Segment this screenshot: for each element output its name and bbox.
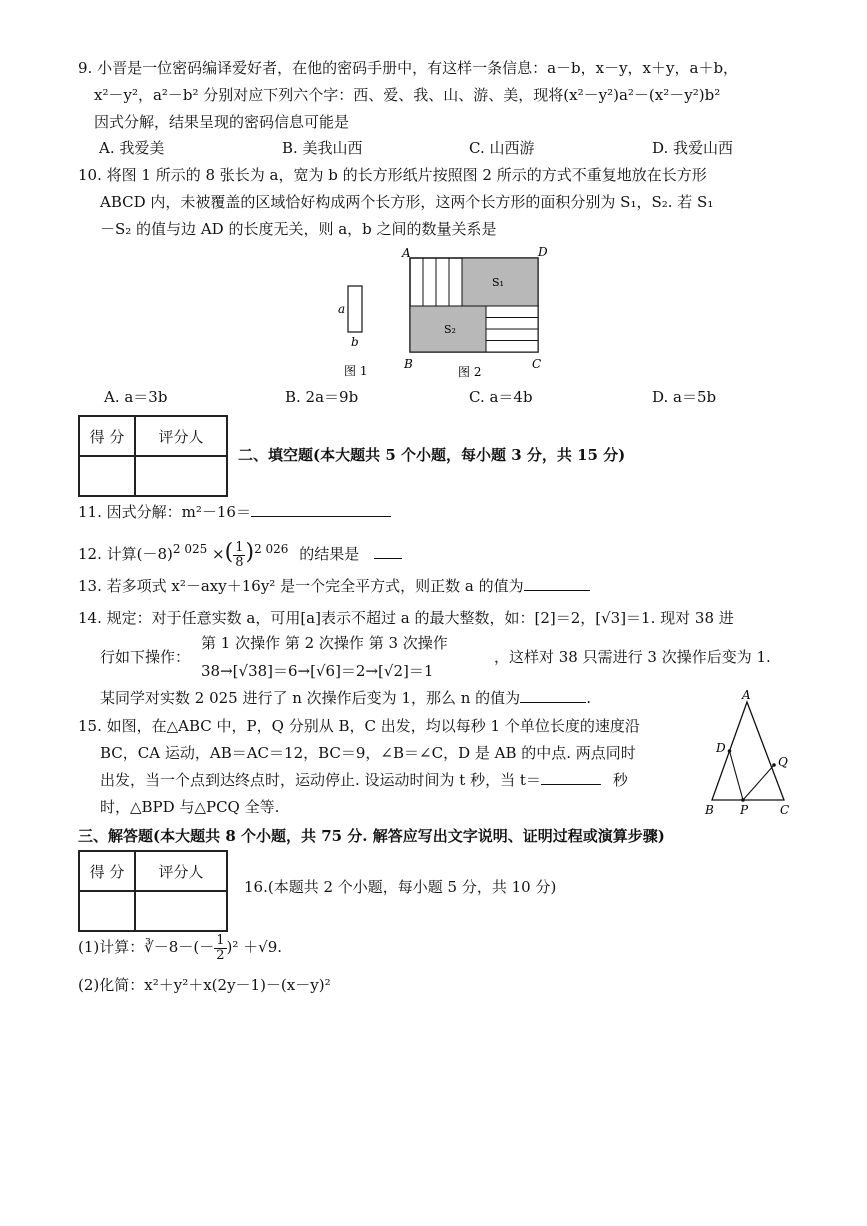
fig-label-a: A (742, 690, 751, 702)
fig-label-q: Q (778, 755, 788, 769)
q10-line3: －S₂ 的值与边 AD 的长度无关，则 a，b 之间的数量关系是 (100, 220, 497, 238)
q15-line3a: 出发，当一个点到达终点时，运动停止. 设运动时间为 t 秒，当 t＝ (100, 771, 541, 789)
q11-answer-blank[interactable] (251, 516, 391, 517)
fig1-label-b: b (351, 335, 359, 349)
q14-answer-blank[interactable] (520, 702, 586, 703)
q10-option-c: C. a＝4b (469, 388, 533, 406)
fig2-label-s2: S₂ (444, 323, 456, 336)
q9-option-c: C. 山西游 (469, 139, 535, 157)
score-label: 得 分 (79, 416, 135, 456)
q10-line2: ABCD 内，未被覆盖的区域恰好构成两个长方形，这两个长方形的面积分别为 S₁，S₂. 若 S₁ (100, 193, 714, 211)
fig2-label-a: A (402, 246, 411, 260)
q15-line4: 时，△BPD 与△PCQ 全等. (100, 798, 280, 816)
q16-p1-numerator: 1 (216, 932, 225, 948)
q14-ops-chain: 38→[√38]＝6→[√6]＝2→[√2]＝1 (201, 662, 434, 680)
q10-figure-2 (398, 244, 558, 384)
q9-line2: x²－y²，a²－b² 分别对应下列六个字：西、爱、我、山、游、美，现将(x²－y²)a²－(x²－y²)b² (94, 86, 721, 104)
fig2-label-b: B (404, 357, 413, 371)
grader-cell[interactable] (135, 891, 227, 931)
score-cell[interactable] (79, 456, 135, 496)
q10-option-d: D. a＝5b (652, 388, 717, 406)
q13 (78, 576, 590, 596)
q14-suffix: ，这样对 38 只需进行 3 次操作后变为 1. (494, 648, 771, 666)
q16-p1-denominator: 2 (216, 947, 225, 963)
q16-p1-prefix: (1)计算： (78, 938, 145, 956)
q15-line1: 15. 如图，在△ABC 中，P，Q 分别从 B，C 出发，均以每秒 1 个单位长度的速度沿 (78, 717, 640, 735)
q9-option-a: A. 我爱美 (99, 139, 165, 157)
fig-label-b: B (705, 803, 714, 817)
q14-line3: 某同学对实数 2 025 进行了 n 次操作后变为 1，那么 n 的值为 . (100, 689, 591, 707)
score-box-section3 (78, 850, 228, 932)
q16-part1 (78, 930, 282, 964)
q13-text: 13. 若多项式 x²－axy＋16y² 是一个完全平方式，则正数 a 的值为 (78, 577, 524, 595)
q10-option-b: B. 2a＝9b (285, 388, 359, 406)
grader-cell[interactable] (135, 456, 227, 496)
q14-line1: 14. 规定：对于任意实数 a，可用[a]表示不超过 a 的最大整数，如：[2]＝2，[√3]＝1. 现对 38 进 (78, 609, 734, 627)
q10-line1: 10. 将图 1 所示的 8 张长为 a，宽为 b 的长方形纸片按照图 2 所示的方式不重复地放在长方形 (78, 166, 707, 184)
fig1-caption: 图 1 (344, 364, 368, 378)
q16-part2: (2)化简：x²＋y²＋x(2y－1)－(x－y)² (78, 976, 331, 994)
q12-suffix: 的结果是 (299, 545, 360, 563)
q10-option-a: A. a＝3b (104, 388, 168, 406)
q12-fraction (233, 541, 245, 570)
fig2-label-c: C (532, 357, 542, 371)
q14-line3-text: 某同学对实数 2 025 进行了 n 次操作后变为 1，那么 n 的值为 (100, 689, 521, 707)
q12-numerator: 1 (235, 539, 244, 555)
q14-ops-header: 第 1 次操作 第 2 次操作 第 3 次操作 (201, 634, 448, 652)
fig-label-d: D (716, 741, 726, 755)
q12-prefix: 12. 计算(－8) (78, 545, 173, 563)
q12-denominator: 8 (235, 554, 244, 570)
q11-text: 11. 因式分解：m²－16＝ (78, 503, 251, 521)
q13-answer-blank[interactable] (524, 590, 590, 591)
fig2-label-s1: S₁ (492, 276, 504, 289)
segment-dp (730, 751, 744, 800)
score-box-section2 (78, 415, 228, 497)
grader-label: 评分人 (135, 851, 227, 891)
q16-p1-root: ∛－8 (144, 938, 179, 956)
q9-option-b: B. 美我山西 (282, 139, 363, 157)
q11 (78, 502, 391, 522)
fig-label-p: P (740, 803, 749, 817)
q16-header: 16.(本题共 2 个小题，每小题 5 分，共 10 分) (244, 878, 557, 896)
section3-title: 三、解答题(本大题共 8 个小题，共 75 分. 解答应写出文字说明、证明过程或演算步骤) (78, 827, 665, 845)
q15-triangle-figure (700, 690, 810, 820)
q14-prefix: 行如下操作： (100, 648, 191, 666)
q9-line1: 9. 小晋是一位密码编译爱好者，在他的密码手册中，有这样一条信息：a－b，x－y，x＋y，a＋b， (78, 59, 739, 77)
fig2-caption: 图 2 (458, 365, 482, 379)
grader-label: 评分人 (135, 416, 227, 456)
q12-exp1: 2 025 (172, 542, 208, 556)
q16-p1-mid: －(－ (178, 938, 215, 956)
fig2-label-d: D (538, 245, 548, 259)
q12-exp2: 2 026 (254, 542, 289, 556)
q9-line3: 因式分解，结果呈现的密码信息可能是 (94, 113, 350, 131)
q12: 12. 计算$(-8)^{2 025}$ ×( $\frac{1}{8}$ )$^{2 026}$ 的结果是 (78, 532, 402, 566)
q10-figure-1 (330, 280, 390, 380)
q15-answer-blank[interactable] (541, 784, 601, 785)
q12-answer-blank[interactable] (374, 558, 402, 559)
fig1-rectangle (348, 286, 362, 332)
fig1-label-a: a (338, 302, 346, 316)
q16-p1-end: )² ＋√9. (226, 938, 283, 956)
fig-label-c: C (780, 803, 790, 817)
q15-line2: BC，CA 运动，AB＝AC＝12，BC＝9，∠B＝∠C，D 是 AB 的中点. 两点同时 (100, 744, 636, 762)
score-label: 得 分 (79, 851, 135, 891)
section2-title: 二、填空题(本大题共 5 个小题，每小题 3 分，共 15 分) (238, 446, 626, 464)
score-cell[interactable] (79, 891, 135, 931)
q16-p1-fraction (214, 934, 226, 963)
q15-line3 (100, 770, 628, 790)
q15-line3b: 秒 (612, 771, 628, 789)
q12-times: × (212, 545, 225, 563)
q9-option-d: D. 我爱山西 (652, 139, 734, 157)
segment-pq (743, 765, 774, 800)
